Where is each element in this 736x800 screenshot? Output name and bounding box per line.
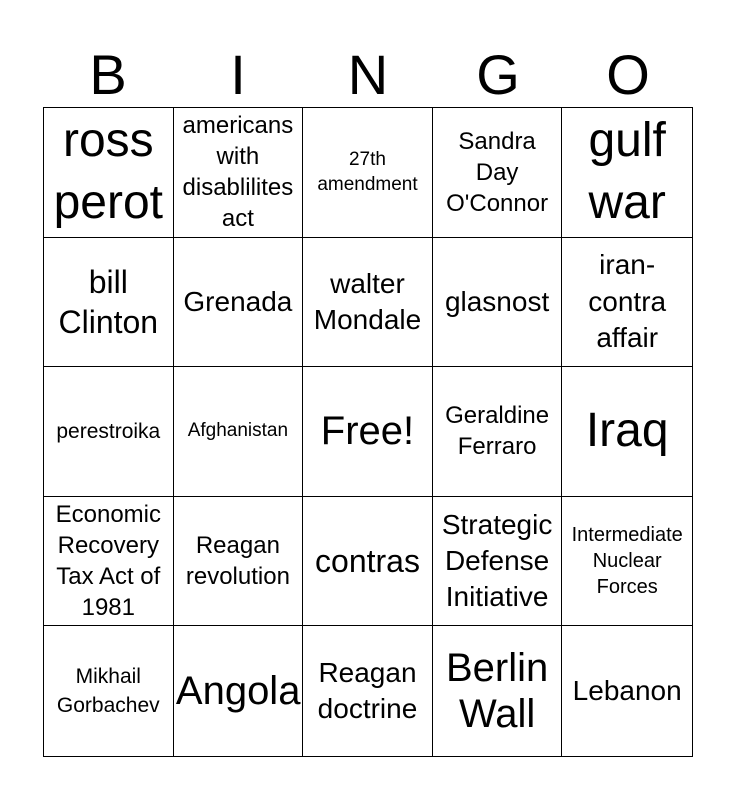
- cell-label: ross perot: [53, 113, 163, 230]
- cell-label: Strategic Defense Initiative: [441, 508, 553, 613]
- cell-label: iran-contra affair: [588, 249, 667, 354]
- bingo-cell-r5-c2[interactable]: [174, 626, 304, 756]
- cell-label: Intermediate Nuclear Forces: [571, 524, 683, 599]
- cell-label: Free!: [320, 409, 415, 454]
- bingo-cell-r4-c1[interactable]: [44, 497, 174, 627]
- cell-label: walter Mondale: [313, 267, 422, 335]
- cell-label: americans with disablilites act: [182, 111, 294, 233]
- header-letter-g: G: [476, 43, 520, 106]
- cell-label: Berlin Wall: [445, 646, 549, 737]
- header-letter-b: B: [89, 43, 127, 106]
- header-letter-i: I: [230, 43, 246, 106]
- bingo-cell-r3-c5[interactable]: [562, 367, 692, 497]
- bingo-cell-r4-c3[interactable]: [303, 497, 433, 627]
- bingo-cell-r1-c1[interactable]: [44, 108, 174, 238]
- bingo-cell-r5-c5[interactable]: [562, 626, 692, 756]
- bingo-cell-r4-c5[interactable]: [562, 497, 692, 627]
- header-letter-n: N: [347, 43, 389, 106]
- bingo-cell-r2-c4[interactable]: [433, 238, 563, 368]
- cell-label: contras: [315, 543, 420, 580]
- bingo-header: [43, 42, 693, 108]
- bingo-cell-r1-c5[interactable]: [562, 108, 692, 238]
- cell-label: Lebanon: [572, 675, 682, 706]
- bingo-cell-r2-c2[interactable]: [174, 238, 304, 368]
- bingo-cell-r5-c4[interactable]: [433, 626, 563, 756]
- header-letter-o: O: [606, 43, 650, 106]
- cell-label: Economic Recovery Tax Act of 1981: [55, 500, 161, 622]
- bingo-cell-r3-c3[interactable]: [303, 367, 433, 497]
- bingo-cell-r3-c2[interactable]: [174, 367, 304, 497]
- cell-label: Reagan revolution: [185, 531, 290, 591]
- bingo-cell-r4-c4[interactable]: [433, 497, 563, 627]
- bingo-cell-r2-c1[interactable]: [44, 238, 174, 368]
- cell-label: gulf war: [588, 113, 666, 230]
- bingo-cell-r5-c1[interactable]: [44, 626, 174, 756]
- bingo-cell-r4-c2[interactable]: [174, 497, 304, 627]
- cell-label: 27th amendment: [317, 148, 418, 196]
- bingo-cell-r3-c1[interactable]: [44, 367, 174, 497]
- bingo-cell-r1-c3[interactable]: [303, 108, 433, 238]
- bingo-cell-r1-c2[interactable]: [174, 108, 304, 238]
- cell-label: perestroika: [56, 419, 161, 443]
- bingo-cell-r3-c4[interactable]: [433, 367, 563, 497]
- bingo-board: [43, 107, 693, 757]
- cell-label: Grenada: [183, 285, 293, 317]
- cell-label: Afghanistan: [187, 420, 289, 442]
- cell-label: glasnost: [444, 285, 550, 317]
- bingo-cell-r1-c4[interactable]: [433, 108, 563, 238]
- cell-label: Iraq: [585, 404, 669, 458]
- cell-label: bill Clinton: [58, 263, 159, 340]
- cell-label: Geraldine Ferraro: [445, 402, 550, 461]
- bingo-cell-r5-c3[interactable]: [303, 626, 433, 756]
- bingo-cell-r2-c3[interactable]: [303, 238, 433, 368]
- bingo-cell-r2-c5[interactable]: [562, 238, 692, 368]
- cell-label: Sandra Day O'Connor: [446, 127, 549, 217]
- cell-label: Angola: [175, 669, 301, 714]
- cell-label: Reagan doctrine: [317, 656, 418, 725]
- cell-label: Mikhail Gorbachev: [56, 664, 160, 718]
